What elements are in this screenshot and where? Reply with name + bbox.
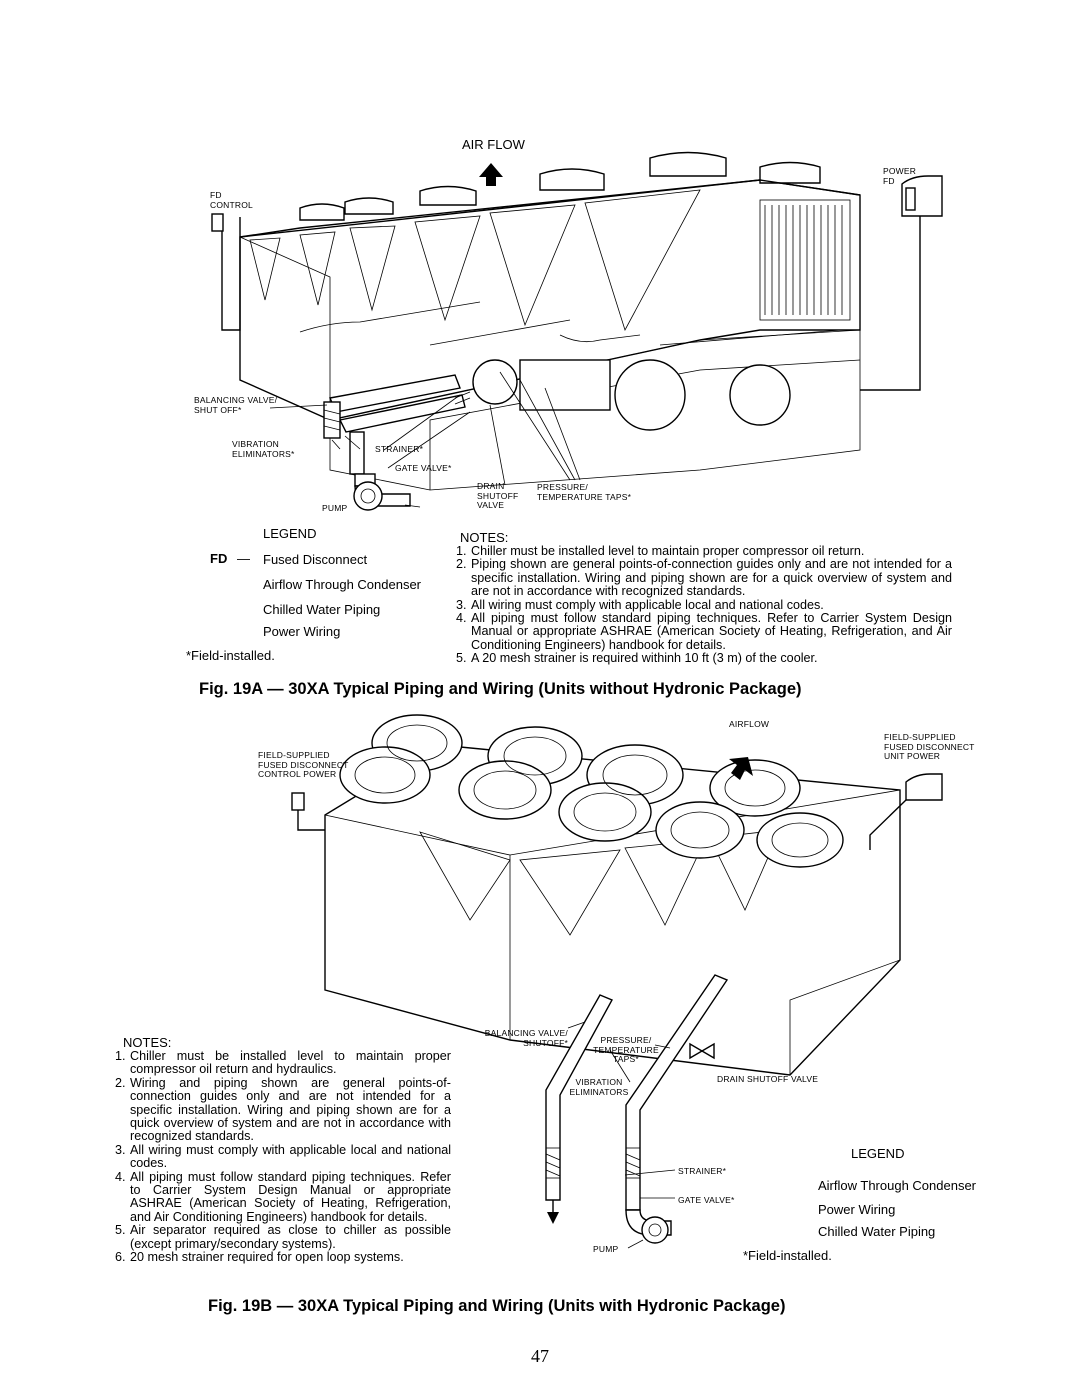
pressure-b-line-1: PRESSURE/ <box>600 1035 652 1045</box>
page-number: 47 <box>531 1346 549 1366</box>
pump-label: PUMP <box>322 503 348 513</box>
balancing-valve-line-2: SHUT OFF* <box>194 404 242 415</box>
fd-control-line-1: FD <box>210 190 222 200</box>
legend-a-airflow: Airflow Through Condenser <box>263 577 422 592</box>
notes-a-item: 4. All piping must follow standard piping techniques. Refer to Carrier System Design Manual or appropriate ASHRAE (American Society of Heating, Refrigeration, and Air Conditioning Engineers) handbook for details. <box>456 611 952 652</box>
notes-a-item: 5. A 20 mesh strainer is required withinh 10 ft (3 m) of the cooler. <box>456 651 818 666</box>
vibration-line-1: VIBRATION <box>232 439 279 449</box>
vibration-b-label <box>567 1078 631 1097</box>
legend-a-fd-dash: — <box>237 551 250 566</box>
pump-b-label: PUMP <box>593 1244 619 1254</box>
legend-b-chilled-water: Chilled Water Piping <box>818 1224 936 1239</box>
airflow-b-label: AIRFLOW <box>729 719 770 729</box>
fd-control-label <box>210 191 253 210</box>
power-fd-label <box>883 167 916 186</box>
drain-shutoff-b-label: DRAIN SHUTOFF VALVE <box>717 1074 819 1084</box>
legend-a-chilled-water: Chilled Water Piping <box>263 602 381 617</box>
notes-a-item: 1. Chiller must be installed level to maintain proper compressor oil return. <box>456 544 865 558</box>
notes-b-item: 1. Chiller must be installed level to maintain proper compressor oil return and hydraulics. <box>115 1049 451 1077</box>
fs-ctrl-line-2: FUSED DISCONNECT <box>258 759 349 770</box>
balancing-valve-label <box>194 396 277 415</box>
pressure-line-1: PRESSURE/ <box>537 482 588 492</box>
pressure-b-line-3: TAPS* <box>613 1054 639 1064</box>
legend-a-field-installed: *Field-installed. <box>186 648 275 663</box>
legend-b-power-wiring: Power Wiring <box>818 1202 896 1217</box>
vibration-line-2: ELIMINATORS* <box>232 448 295 459</box>
pressure-taps-b-label <box>586 1036 666 1065</box>
notes-b-item: 6. 20 mesh strainer required for open loop systems. <box>115 1250 404 1265</box>
fs-ctrl-line-1: FIELD-SUPPLIED <box>258 750 330 760</box>
balancing-b-line-2: SHUTOFF* <box>523 1037 568 1048</box>
legend-a-fd-abbr: FD <box>210 551 228 566</box>
fs-unit-line-3: UNIT POWER <box>884 751 941 761</box>
notes-a <box>456 530 952 666</box>
pressure-line-2: TEMPERATURE TAPS* <box>537 491 632 502</box>
power-fd-line-2: FD <box>883 175 895 186</box>
notes-b-item: 4. All piping must follow standard piping techniques. Refer to Carrier System Design Manual or appropriate ASHRAE (American Society of Heating, Refrigeration, and Air Conditioning Engineers) handbook for details. <box>115 1169 451 1224</box>
notes-a-title: NOTES: <box>460 530 509 545</box>
fig-19a-caption: Fig. 19A — 30XA Typical Piping and Wiring (Units without Hydronic Package) <box>199 680 802 698</box>
legend-a-fused-disconnect: Fused Disconnect <box>263 552 368 567</box>
drain-line-2: SHUTOFF <box>477 490 519 501</box>
air-flow-label: AIR FLOW <box>462 137 525 152</box>
pressure-b-line-2: TEMPERATURE <box>593 1044 659 1055</box>
legend-b-field-installed: *Field-installed. <box>743 1248 832 1263</box>
fd-control-line-2: CONTROL <box>210 199 253 210</box>
balancing-valve-b-label <box>468 1029 568 1048</box>
notes-b-item: 5. Air separator required as close to chiller as possible (except primary/secondary systems). <box>115 1223 451 1251</box>
notes-a-item: 2. Piping shown are general points-of-connection guides only and are not intended for a specific installation. Wiring and piping shown are for a quick overview of system and are not in accordance with recognized standards. <box>456 557 952 599</box>
notes-b-item: 2. Wiring and piping shown are general points-of-connection guides only and are not intended for a specific installation. Wiring and piping shown are for a quick overview of system and are not in accordance with recognized standards. <box>115 1075 451 1144</box>
legend-a-title: LEGEND <box>263 526 317 541</box>
power-fd-line-1: POWER <box>883 166 917 176</box>
notes-b-title: NOTES: <box>123 1035 172 1050</box>
strainer-label: STRAINER* <box>375 444 424 454</box>
legend-b-airflow: Airflow Through Condenser <box>818 1178 977 1193</box>
fs-unit-line-1: FIELD-SUPPLIED <box>884 732 956 742</box>
balancing-valve-line-1: BALANCING VALVE/ <box>194 395 278 405</box>
drain-shutoff-valve-label <box>477 482 518 511</box>
notes-a-item: 3. All wiring must comply with applicable local and national codes. <box>456 597 824 612</box>
pressure-taps-label <box>537 483 631 502</box>
fs-control-power-label <box>258 751 349 780</box>
gate-valve-label: GATE VALVE* <box>395 463 452 473</box>
notes-b <box>115 1035 451 1265</box>
drain-line-1: DRAIN <box>477 481 505 491</box>
fig-19b-caption: Fig. 19B — 30XA Typical Piping and Wiring (Units with Hydronic Package) <box>208 1297 786 1315</box>
drain-line-3: VALVE <box>477 500 505 510</box>
gate-valve-b-label: GATE VALVE* <box>678 1195 735 1205</box>
strainer-b-label: STRAINER* <box>678 1166 727 1176</box>
fs-ctrl-line-3: CONTROL POWER <box>258 769 337 779</box>
vibration-b-line-2: ELIMINATORS <box>569 1086 629 1097</box>
legend-b-title: LEGEND <box>851 1146 905 1161</box>
vibration-eliminators-label <box>232 440 295 459</box>
balancing-b-line-1: BALANCING VALVE/ <box>484 1028 568 1038</box>
legend-a-power-wiring: Power Wiring <box>263 624 341 639</box>
fs-unit-line-2: FUSED DISCONNECT <box>884 741 975 752</box>
fs-unit-power-label <box>884 733 975 762</box>
notes-b-item: 3. All wiring must comply with applicable local and national codes. <box>115 1142 451 1171</box>
vibration-b-line-1: VIBRATION <box>575 1077 623 1087</box>
